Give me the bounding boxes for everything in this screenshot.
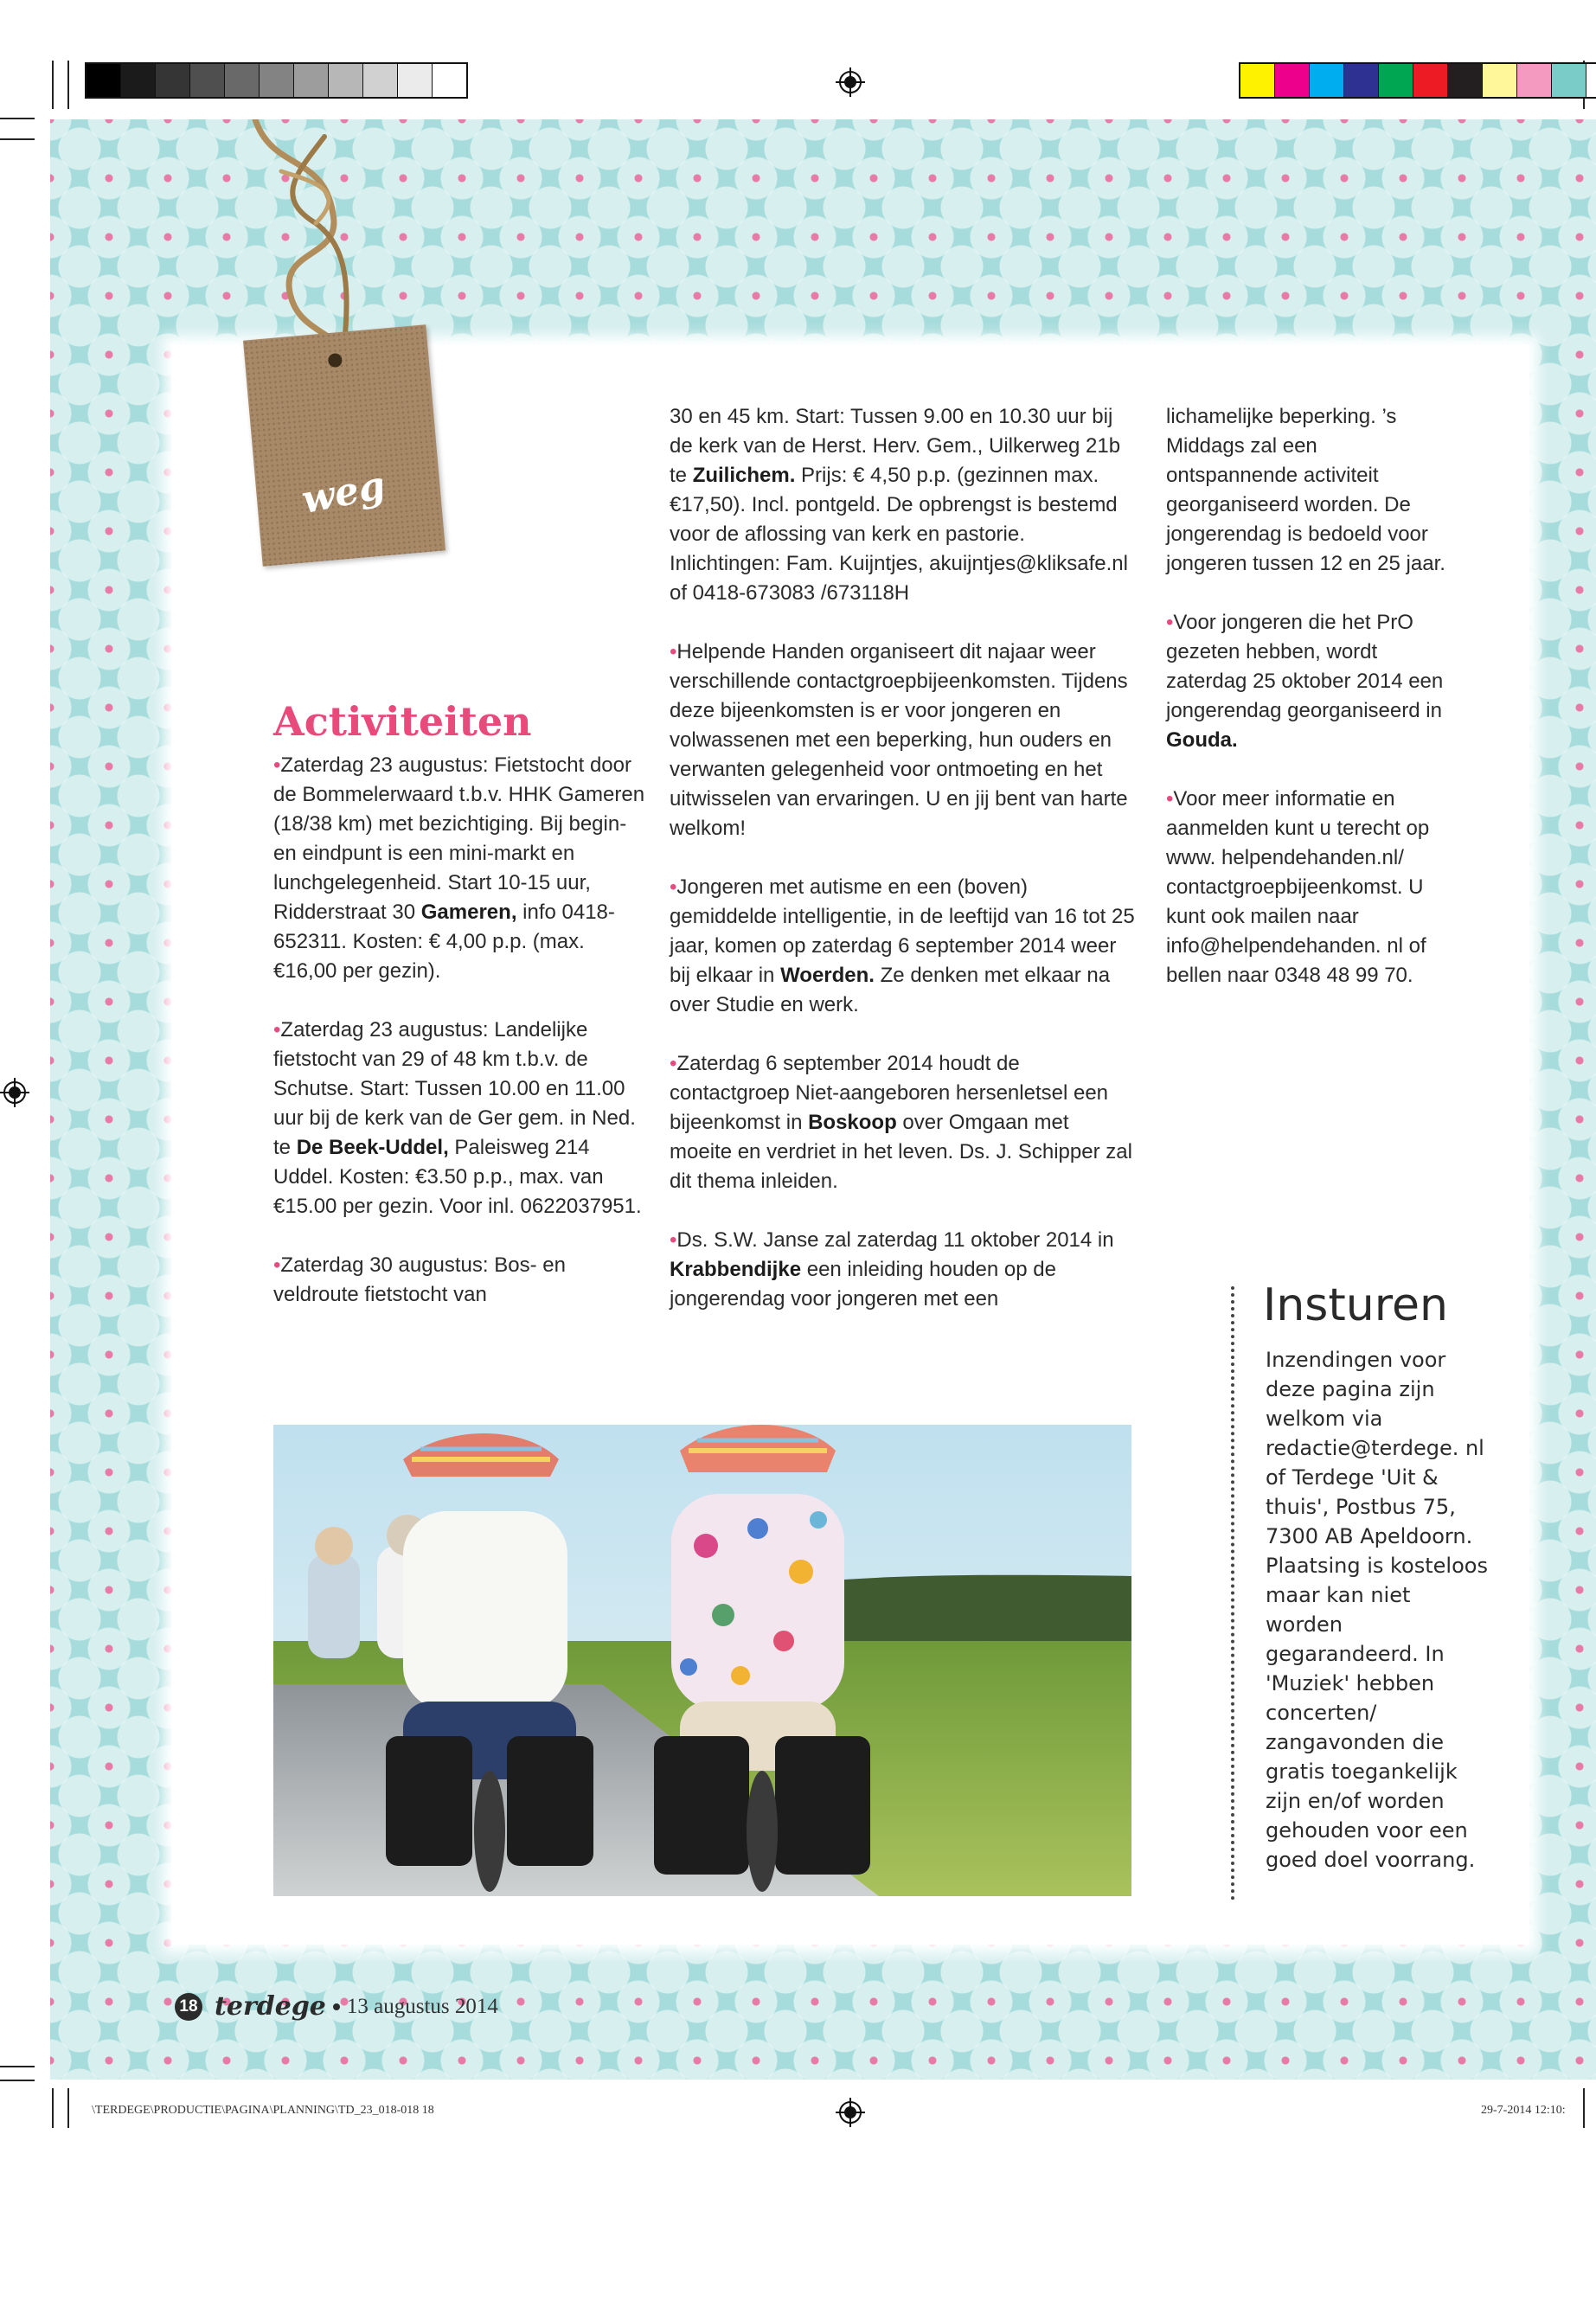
cyclists-photo [273,1425,1131,1896]
activity-item [273,751,645,986]
bold-place-name: Gameren, [420,901,517,924]
bullet-icon: • [670,1228,677,1252]
bold-place-name: Zuilichem. [692,464,796,487]
activity-item [670,1226,1137,1314]
tag-hole-icon [328,353,343,368]
crop-mark [52,61,54,109]
bullet-icon: • [670,1052,677,1075]
footer-dot-icon [333,2003,340,2010]
text-run: 30 en 45 km. Start: Tussen 9.00 en 10.30 uur bij de kerk van de Herst. Herv. Gem., Uilkerweg 21b te [670,405,1121,487]
registration-mark-icon [836,2098,865,2127]
issue-date: 13 augustus 2014 [346,1994,498,2018]
text-run: Paleisweg 214 Uddel. Kosten: €3.50 p.p., max. van €15.00 per gezin. Voor inl. 0622037951. [273,1136,642,1218]
activity-item [1166,785,1452,990]
crop-mark [0,2066,35,2067]
registration-mark-icon [836,67,865,97]
bullet-icon: • [273,1018,281,1042]
crop-mark [67,2088,69,2128]
page-footer [175,1991,498,2022]
print-slug-timestamp: 29-7-2014 12:10: [1481,2104,1566,2117]
activity-item [670,873,1137,1020]
crop-mark [0,2080,35,2081]
text-run: Zaterdag 6 september 2014 houdt de contactgroep Niet-aangeboren hersenletsel een bijeenkomst in [670,1052,1109,1134]
crop-mark [52,2088,54,2128]
section-title: Activiteiten [273,698,532,745]
bold-place-name: Boskoop [808,1111,897,1134]
color-calibration-bar [1239,62,1596,99]
text-run: een inleiding houden op de jongerendag voor jongeren met een [670,1258,1056,1311]
insturen-title: Insturen [1263,1279,1448,1331]
text-run: info 0418-652311. Kosten: € 4,00 p.p. (max. €16,00 per gezin). [273,901,615,983]
print-slug-path: \TERDEGE\PRODUCTIE\PAGINA\PLANNING\TD_23_018-018 18 [92,2104,434,2117]
column-1 [273,697,645,1339]
bullet-icon: • [670,640,677,663]
bullet-icon: • [273,753,281,777]
brand-logo: terdege [215,1991,326,2022]
registration-mark-icon [0,1078,29,1107]
crop-mark [0,118,35,119]
text-run: Prijs: € 4,50 p.p. (gezinnen max. €17,50). Incl. pontgeld. De opbrengst is bestemd voor de aflossing van kerk en pastorie. Inlichtingen: Fam. Kuijntjes, akuijntjes@kliksafe.nl of 0418-673083 /673118H [670,464,1128,605]
grayscale-calibration-bar [85,62,468,99]
crop-mark [67,61,69,109]
insturen-body: Inzendingen voor deze pagina zijn welkom via redactie@terdege. nl of Terdege 'Uit & thuis', Postbus 75, 7300 AB Apeldoorn. Plaatsing is kosteloos maar kan niet worden gegarandeerd. In 'Muziek' hebben concerten/ zangavonden die gratis toegankelijk zijn en/of worden gehouden voor een goed doel voorrang. [1266,1348,1488,1872]
text-run: Zaterdag 23 augustus: Landelijke fietstocht van 29 of 48 km t.b.v. de Schutse. Start: Tussen 10.00 en 11.00 uur bij de kerk van de Ger gem. in Ned. te [273,1018,636,1159]
activity-item [670,638,1137,843]
tag-label: weg [298,463,389,523]
text-run: Ds. S.W. Janse zal zaterdag 11 oktober 2014 in [676,1228,1114,1252]
bold-place-name: Krabbendijke [670,1258,802,1281]
crop-mark [0,138,35,140]
bold-place-name: Gouda. [1166,728,1238,752]
bullet-icon: • [1166,611,1174,634]
activity-item [1166,608,1452,755]
text-run: Ze denken met elkaar na over Studie en werk. [670,964,1111,1016]
activity-item-continuation: lichamelijke beperking. ’s Middags zal een ontspannende activiteit georganiseerd worden. De jongerendag is bedoeld voor jongeren tussen 12 en 25 jaar. [1166,405,1445,575]
text-run: Zaterdag 23 augustus: Fietstocht door de Bommelerwaard t.b.v. HHK Gameren (18/38 km) met bezichtiging. Bij begin- en eindpunt is een mini-markt en lunchgelegenheid. Start 10-15 uur, Ridderstraat 30 [273,753,645,924]
text-run: Voor meer informatie en aanmelden kunt u terecht op www. helpendehanden.nl/ contactgroepbijeenkomst. U kunt ook mailen naar info@helpendehanden. nl of bellen naar 0348 48 99 70. [1166,787,1430,987]
bullet-icon: • [670,875,677,899]
activity-item-continuation [670,402,1137,608]
text-run: Voor jongeren die het PrO gezeten hebben, wordt zaterdag 25 oktober 2014 een jongerendag georganiseerd in [1166,611,1444,722]
page-number: 18 [175,1993,202,2021]
text-run: Helpende Handen organiseert dit najaar weer verschillende contactgroepbijeenkomsten. Tijdens deze bijeenkomsten is er voor jongeren en volwassenen met een beperking, hun ouders en verwanten gelegenheid voor ontmoeting en het uitwisselen van ervaringen. U en jij bent van harte welkom! [670,640,1128,840]
bullet-icon: • [1166,787,1174,811]
activity-item [273,1016,645,1221]
column-3 [1166,402,1452,1020]
activity-item: •Zaterdag 30 augustus: Bos- en veldroute fietstocht van [273,1253,566,1306]
bullet-icon: • [273,1253,281,1277]
text-run: Jongeren met autisme en een (boven) gemiddelde intelligentie, in de leeftijd van 16 tot 25 jaar, komen op zaterdag 6 september 2014 weer bij elkaar in [670,875,1135,987]
kraft-tag [243,324,445,566]
dotted-divider [1231,1286,1234,1900]
text-run: over Omgaan met moeite en verdriet in het leven. Ds. J. Schipper zal dit thema inleiden. [670,1111,1132,1193]
crop-mark [1583,2088,1585,2128]
bold-place-name: De Beek-Uddel, [296,1136,449,1159]
column-2 [670,402,1137,1343]
activity-item [670,1049,1137,1196]
bold-place-name: Woerden. [780,964,875,987]
